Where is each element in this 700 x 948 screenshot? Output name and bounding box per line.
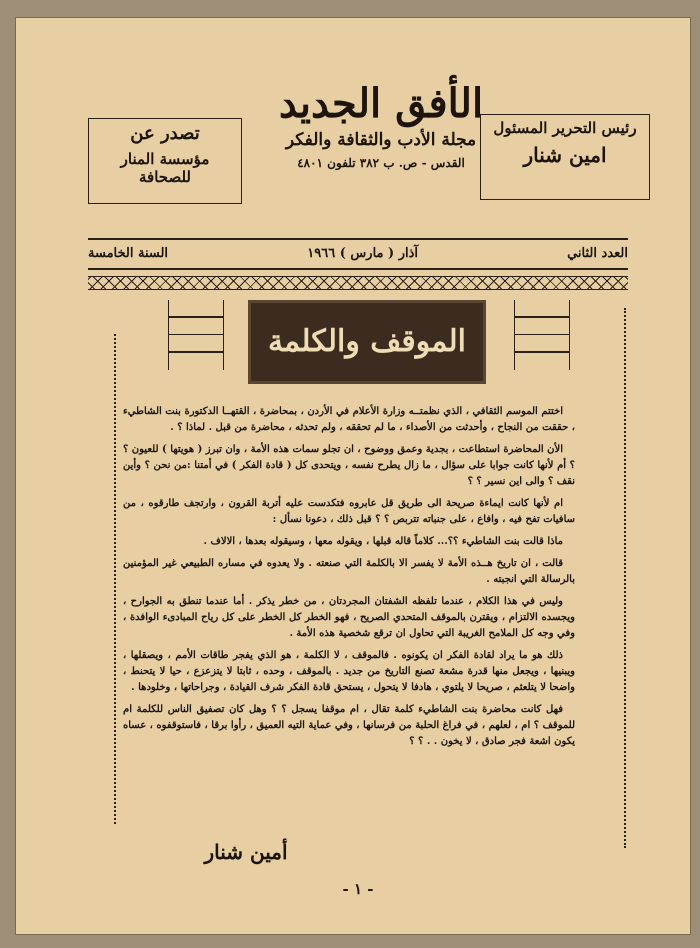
header-rule-bottom [88,268,628,270]
issue-date: آذار ( مارس ) ١٩٦٦ [307,246,418,261]
right-decor-box [514,300,570,370]
editor-name: امين شنار [523,143,607,167]
article-paragraph: اختتم الموسم الثقافي ، الذي نظمتــه وزارة الأعلام في الأردن ، بمحاضرة ، القتهــا الدكتورة بنت الشاطيء ، حققت من النجاح ، وأحدثت من الأصداء ، ما لم تحققه ، ولم تحدثه ، محاضرة من قبل . لماذا ؟ . [123,406,575,433]
editor-label: رئيس التحرير المسئول [493,119,637,137]
magazine-subtitle: مجلة الأدب والثقافة والفكر [285,130,477,150]
magazine-page [16,18,690,934]
publisher-box [88,118,242,204]
issue-info-line [88,246,628,266]
magazine-title: الأفق الجديد [278,80,484,127]
left-decor-box [168,300,224,370]
issue-year: السنة الخامسة [88,246,169,261]
header-rule-top [88,238,628,240]
author-signature: أمين شنار [204,840,288,864]
issue-number: العدد الثاني [567,246,628,261]
masthead [246,82,516,170]
article-paragraph: ذلك هو ما يراد لقادة الفكر ان يكونوه . فالموقف ، لا الكلمة ، هو الذي يفجر طاقات الأمم ، ويصقلها ، ويبنيها ، ويجعل منها قدرة مشعة تصنع التاريخ من جديد . بالموقف ، وحده ، ثابتا لا يتزعزع ، حيا لا يتحنط ، واضحا لا يتلعثم ، صريحا لا يلتوي ، هادفا لا يتحول ، يستحق قادة الفكر شرف القيادة ، وجراحاتها ، وخلودها . [123,650,575,693]
article-paragraph: قالت ، ان تاريخ هــذه الأمة لا يفسر الا بالكلمة التي صنعته . ولا يعدوه في مساره الطبيعي غير المؤمنين بالرسالة التي انجبته . [123,558,575,585]
article-body [123,404,575,756]
page-number: - ١ - [342,880,374,898]
article-paragraph: ام لأنها كانت ايماءة صريحة الى طريق قل عابروه فتكدست عليه أتربة القرون ، وارتجف طارقوه ، من سافيات تفح فيه ، وافاع ، على جنباته تتربص ؟ ؟ قبل ذلك ، دعونا نسأل : [123,498,575,525]
magazine-address: القدس - ص. ب ٣٨٢ تلفون ٤٨٠١ [297,156,465,170]
right-dotted-rule [624,308,626,848]
left-dotted-rule [114,334,116,824]
article-paragraph: ماذا قالت بنت الشاطيء ؟؟... كلاماً قاله قبلها ، ويقوله معها ، وسيقوله بعدها ، الالاف . [203,536,563,547]
publisher-name: مؤسسة المنار للصحافة [120,150,210,186]
article-paragraph: الأن المحاضرة استطاعت ، بجدية وعمق ووضوح ، ان تجلو سمات هذه الأمة ، وان تبرز ( هويتها ) للعيون ؟ ؟ أم لأنها كانت جوابا على سؤال ، ما زال يطرح نفسه ، ويتحدى كل ( قادة الفكر ) في أمتنا :من نحن ؟ وأين نقف ؟ والى اين نسير ؟ ؟ [123,444,575,487]
publisher-label: تصدر عن [130,123,200,144]
article-paragraph: وليس في هذا الكلام ، عندما تلفظه الشفتان المجردتان ، من خطر يذكر . أما عندما تنطق به الجوارح ، ويجسده الالتزام ، ويقترن بالموقف المتحدي الصريح ، فهو الخطر كل الخطر على كل رياح المبادىء الوافدة ، وفي وجه كل الملامح الغريبة التي تحاول ان ترقع شخصية هذه الأمة . [123,596,575,639]
article-paragraph: فهل كانت محاضرة بنت الشاطيء كلمة تقال ، ام موقفا يسجل ؟ ؟ وهل كان تصفيق الناس للكلمة ام للموقف ؟ ام ، لعلهم ، في فراغ الحلبة من فرسانها ، وفي عماية التيه العميق ، رأوا برقا ، فاستوقفوه ، عساه يكون اشعة فجر صادق ، لا يخون . . ؟ ؟ [123,704,575,747]
article-headline: الموقف والكلمة [248,300,486,384]
ornamental-border [88,276,628,290]
